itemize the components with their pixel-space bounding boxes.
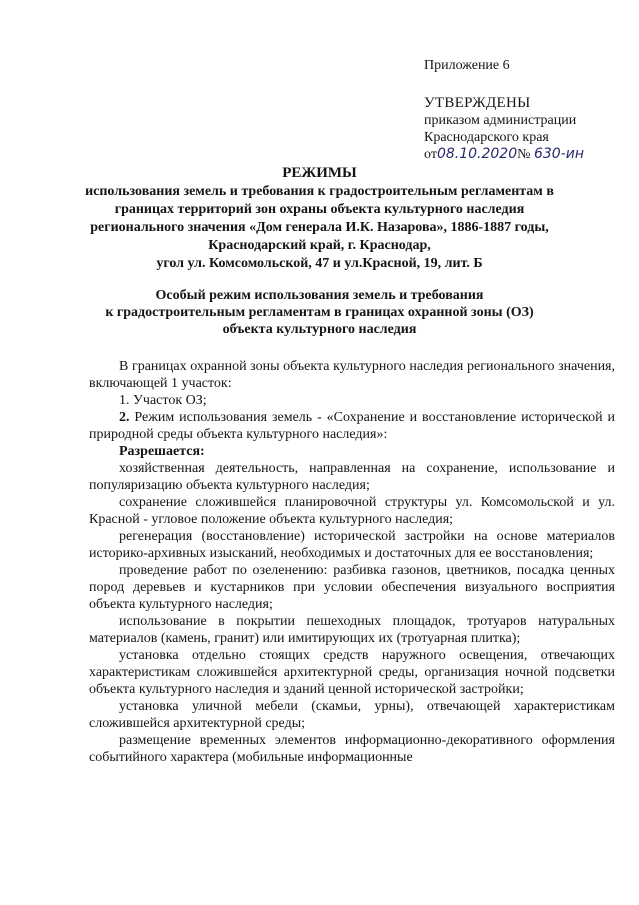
order-date-line (424, 146, 584, 163)
subtitle-line: Краснодарский край, г. Краснодар, (208, 238, 431, 253)
subtitle-line: регионального значения «Дом генерала И.К. Назарова», 1886-1887 годы, (90, 220, 549, 235)
allowed-heading (89, 443, 615, 460)
number-sign: № (517, 147, 531, 162)
handwritten-date: 08.10.2020 (436, 146, 518, 162)
item-text: Режим использования земель - «Сохранение и восстановление исторической и природной среды объекта культурного наследия»: (89, 410, 616, 442)
subtitle-line: границах территорий зон охраны объекта культурного наследия (114, 202, 525, 217)
item-number: 1. (119, 393, 130, 408)
order-line-1: приказом администрации (424, 113, 577, 128)
item-text: Участок ОЗ; (133, 393, 207, 408)
document-subtitle (0, 183, 639, 273)
handwritten-number: 630-ин (533, 146, 584, 162)
body-paragraph: хозяйственная деятельность, направленная на сохранение, использование и популяризацию объекта культурного наследия; (89, 461, 615, 493)
section-line: объекта культурного наследия (222, 322, 417, 337)
body-paragraph: сохранение сложившейся планировочной структуры ул. Комсомольской и ул. Красной - угловое положение объекта культурного наследия; (89, 495, 615, 527)
subtitle-line: угол ул. Комсомольской, 47 и ул.Красной, 19, лит. Б (156, 256, 483, 271)
section-line: Особый режим использования земель и требования (155, 288, 484, 303)
body-paragraph: размещение временных элементов информационно-декоративного оформления событийного характера (мобильные информационные (89, 733, 615, 765)
body-paragraph: использование в покрытии пешеходных площадок, тротуаров натуральных материалов (камень, гранит) или имитирующих их (тротуарная плитка); (89, 614, 615, 646)
allowed-heading-text: Разрешается: (119, 444, 205, 459)
subtitle-line: использования земель и требования к градостроительным регламентам в (85, 184, 554, 199)
body-paragraph: проведение работ по озеленению: разбивка газонов, цветников, посадка ценных пород деревьев и кустарников при условии обеспечения визуального восприятия объекта культурного наследия; (89, 563, 615, 612)
list-item-1 (89, 392, 615, 409)
from-prefix: от (424, 147, 437, 162)
document-title: РЕЖИМЫ (282, 165, 357, 181)
order-line-2: Краснодарского края (424, 130, 549, 145)
body-paragraph: установка отдельно стоящих средств наружного освещения, отвечающих характеристикам сложившейся архитектурной среды, организация ночной подсветки объекта культурного наследия и зданий ценной исторической застройки; (89, 648, 615, 697)
approval-block (424, 95, 584, 163)
section-line: к градостроительным регламентам в границах охранной зоны (ОЗ) (105, 305, 534, 320)
appendix-label: Приложение 6 (424, 58, 510, 73)
item-number: 2. (119, 410, 130, 425)
intro-paragraph: В границах охранной зоны объекта культурного наследия регионального значения, включающей 1 участок: (89, 359, 615, 391)
approved-label: УТВЕРЖДЕНЫ (424, 95, 531, 111)
list-item-2 (89, 409, 615, 443)
body-paragraph: установка уличной мебели (скамьи, урны), отвечающей характеристикам сложившейся архитектурной среды; (89, 699, 615, 731)
section-heading (0, 287, 639, 338)
document-body (89, 358, 615, 766)
body-paragraph: регенерация (восстановление) исторической застройки на основе материалов историко-архивных изысканий, необходимых и достаточных для ее восстановления; (89, 529, 615, 561)
